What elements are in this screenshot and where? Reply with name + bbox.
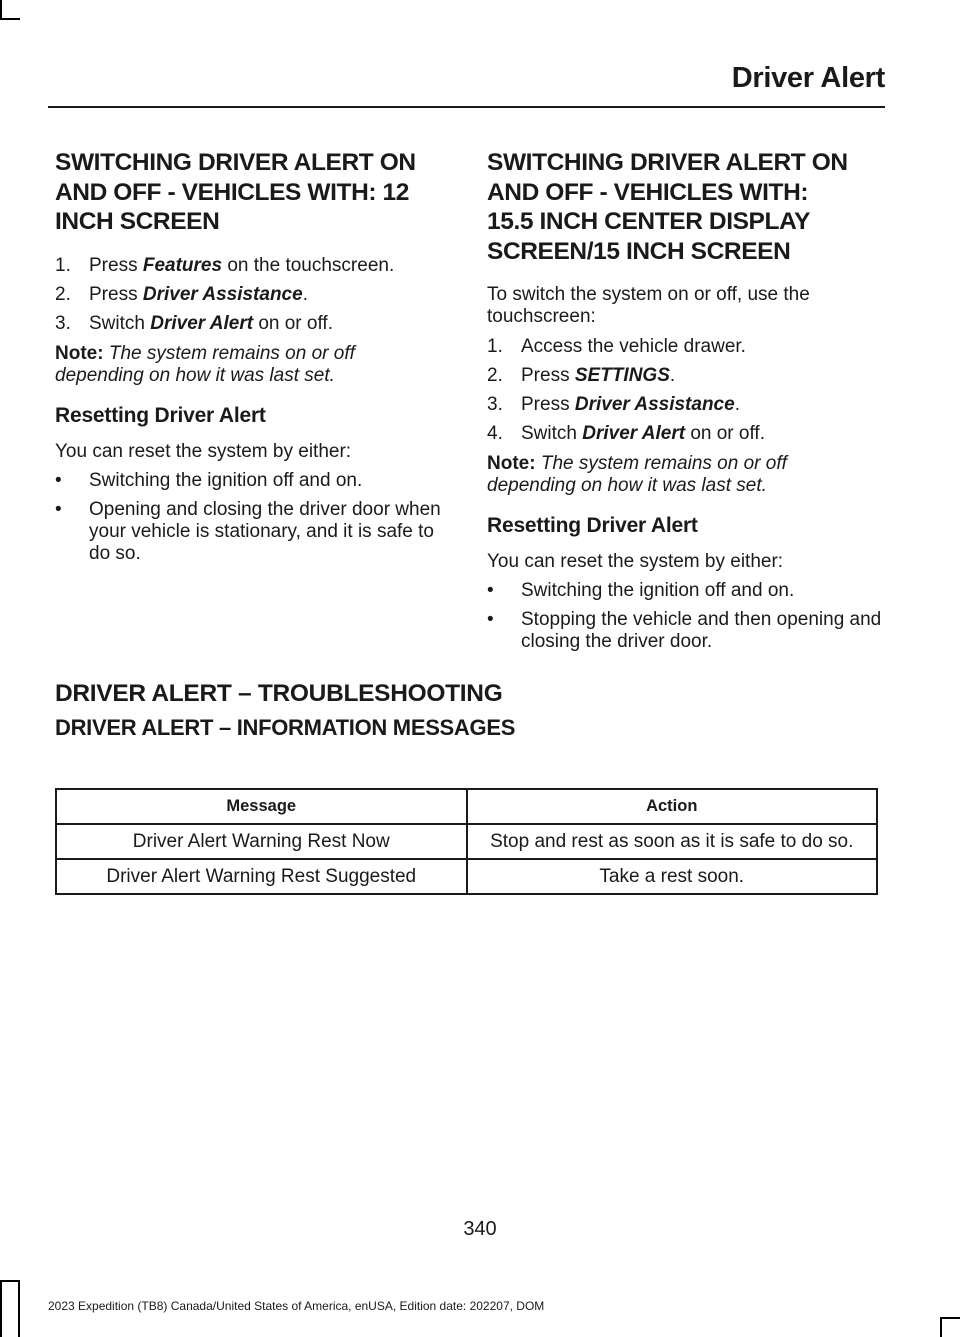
list-item-text: Switching the ignition off and on. bbox=[89, 469, 363, 491]
table-row bbox=[56, 824, 877, 859]
crop-mark bbox=[940, 1317, 960, 1319]
step-text-emphasis: Driver Alert bbox=[150, 312, 254, 334]
bullet: • bbox=[55, 498, 62, 520]
crop-mark bbox=[0, 0, 2, 20]
reset-intro: You can reset the system by either: bbox=[487, 551, 784, 572]
step-text-post: . bbox=[669, 365, 676, 386]
step-text bbox=[521, 365, 675, 387]
header-divider bbox=[48, 106, 885, 108]
heading-line: SCREEN/15 INCH SCREEN bbox=[487, 237, 791, 265]
step-text-pre: Access the vehicle drawer. bbox=[521, 336, 746, 357]
list-item bbox=[55, 499, 455, 565]
step-text bbox=[89, 284, 308, 306]
subheading-resetting: Resetting Driver Alert bbox=[487, 514, 698, 537]
list-item bbox=[487, 580, 882, 602]
troubleshooting-heading: DRIVER ALERT – TROUBLESHOOTING bbox=[55, 680, 503, 707]
crop-mark bbox=[940, 1317, 942, 1337]
step-text-pre: Press bbox=[521, 365, 575, 386]
step-text-emphasis: Driver Assistance bbox=[142, 283, 303, 305]
step-text bbox=[521, 394, 740, 416]
step-text-post: on or off. bbox=[253, 312, 333, 334]
heading-line: SWITCHING DRIVER ALERT ON bbox=[487, 149, 848, 176]
crop-mark bbox=[0, 1280, 2, 1337]
step-text-post: . bbox=[734, 394, 740, 415]
step-text bbox=[89, 255, 394, 277]
heading-line: SWITCHING DRIVER ALERT ON bbox=[55, 149, 416, 176]
note-label: Note: bbox=[487, 453, 536, 474]
step-number: 1. bbox=[55, 254, 71, 276]
step-item bbox=[487, 423, 882, 445]
step-text-emphasis: Driver Alert bbox=[582, 423, 686, 444]
reset-intro: You can reset the system by either: bbox=[55, 440, 352, 462]
column-header-action: Action bbox=[467, 789, 878, 824]
note bbox=[487, 453, 827, 497]
footer-edition-info: 2023 Expedition (TB8) Canada/United States of America, enUSA, Edition date: 202207, DOM bbox=[48, 1299, 545, 1313]
list-item bbox=[55, 470, 455, 492]
page-title: Driver Alert bbox=[731, 62, 885, 94]
section-heading-12-inch bbox=[55, 148, 455, 237]
step-item bbox=[55, 284, 455, 306]
step-number: 3. bbox=[487, 394, 503, 415]
step-item bbox=[487, 336, 882, 358]
step-text-post: . bbox=[302, 283, 308, 305]
table-cell-action: Stop and rest as soon as it is safe to do so. bbox=[467, 824, 878, 859]
crop-mark bbox=[18, 1280, 20, 1337]
note-text: The system remains on or off depending on how it was last set. bbox=[487, 453, 787, 496]
step-text-pre: Press bbox=[521, 394, 575, 415]
crop-mark bbox=[0, 18, 20, 20]
page-number: 340 bbox=[463, 1218, 497, 1240]
steps-list bbox=[487, 336, 882, 445]
table-cell-message: Driver Alert Warning Rest Suggested bbox=[56, 859, 467, 894]
list-item bbox=[487, 609, 882, 653]
step-item bbox=[55, 313, 455, 335]
section-heading-15-inch bbox=[487, 148, 882, 266]
table-cell-message: Driver Alert Warning Rest Now bbox=[56, 824, 467, 859]
step-text-emphasis: SETTINGS bbox=[574, 365, 670, 386]
step-text-post: on or off. bbox=[685, 423, 765, 444]
note-label: Note: bbox=[55, 342, 104, 364]
crop-mark bbox=[0, 1280, 20, 1282]
step-text bbox=[521, 336, 746, 358]
step-text bbox=[89, 313, 333, 335]
step-number: 1. bbox=[487, 336, 503, 357]
step-item bbox=[55, 255, 455, 277]
step-number: 2. bbox=[487, 365, 503, 386]
step-number: 3. bbox=[55, 312, 71, 334]
step-item bbox=[487, 394, 882, 416]
list-item-text: Switching the ignition off and on. bbox=[521, 580, 795, 601]
bullet: • bbox=[55, 469, 62, 491]
step-text-pre: Switch bbox=[89, 312, 151, 334]
step-text-pre: Press bbox=[89, 254, 143, 276]
reset-options-list bbox=[55, 470, 455, 565]
step-text bbox=[521, 423, 765, 445]
steps-list bbox=[55, 255, 455, 335]
left-column bbox=[55, 148, 455, 565]
step-text-pre: Switch bbox=[521, 423, 583, 444]
list-item-text: Stopping the vehicle and then opening and closing the driver door. bbox=[521, 609, 882, 652]
note bbox=[55, 343, 395, 387]
bullet: • bbox=[487, 609, 494, 630]
bullet: • bbox=[487, 580, 494, 601]
step-text-emphasis: Driver Assistance bbox=[574, 394, 735, 415]
note-text: The system remains on or off depending on how it was last set. bbox=[55, 342, 355, 386]
heading-line: 15.5 INCH CENTER DISPLAY bbox=[487, 208, 811, 235]
intro-text: To switch the system on or off, use the touchscreen: bbox=[487, 284, 810, 327]
table-cell-action: Take a rest soon. bbox=[467, 859, 878, 894]
reset-options-list bbox=[487, 580, 882, 653]
heading-line: AND OFF - VEHICLES WITH: 12 bbox=[55, 178, 409, 206]
information-messages-table bbox=[55, 788, 878, 895]
information-messages-heading: DRIVER ALERT – INFORMATION MESSAGES bbox=[55, 715, 516, 740]
step-item bbox=[487, 365, 882, 387]
subheading-resetting: Resetting Driver Alert bbox=[55, 403, 266, 427]
step-number: 2. bbox=[55, 283, 71, 305]
heading-line: INCH SCREEN bbox=[55, 208, 220, 235]
column-header-message: Message bbox=[56, 789, 467, 824]
step-text-post: on the touchscreen. bbox=[222, 254, 395, 276]
step-number: 4. bbox=[487, 423, 503, 444]
table-row bbox=[56, 859, 877, 894]
step-text-emphasis: Features bbox=[142, 254, 223, 276]
table-header-row bbox=[56, 789, 877, 824]
right-column bbox=[487, 148, 882, 653]
heading-line: AND OFF - VEHICLES WITH: bbox=[487, 178, 809, 206]
step-text-pre: Press bbox=[89, 283, 143, 305]
list-item-text: Opening and closing the driver door when your vehicle is stationary, and it is safe to do so. bbox=[89, 498, 441, 564]
